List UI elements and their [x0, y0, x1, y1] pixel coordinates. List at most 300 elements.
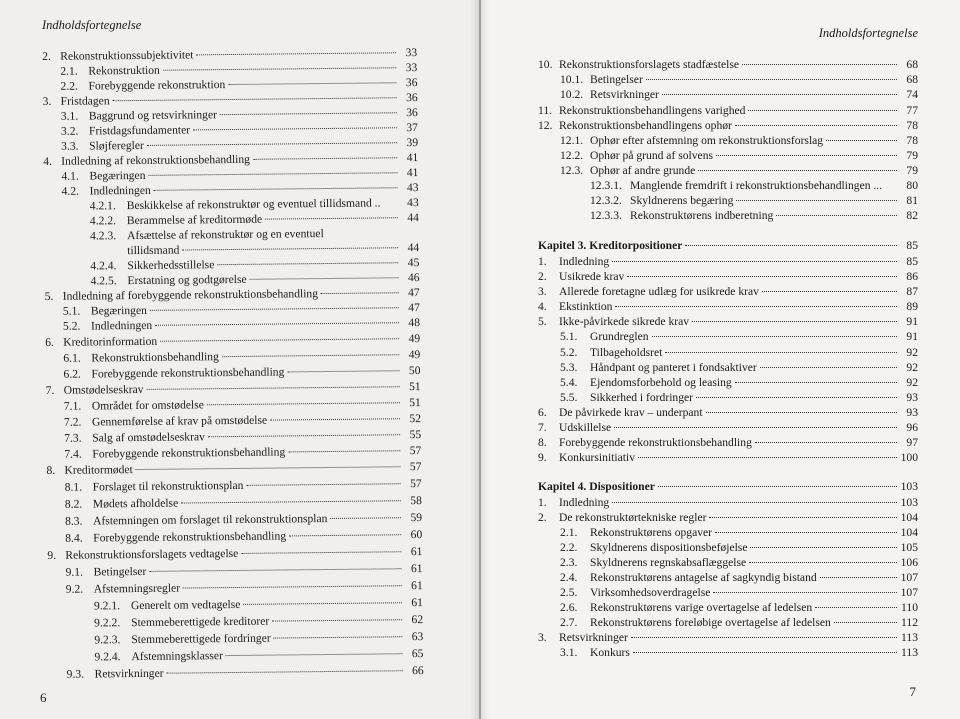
toc-entry-page: 49 — [408, 348, 421, 362]
toc-entry-page: 43 — [407, 196, 419, 210]
dot-leader — [208, 434, 400, 437]
toc-entry-page: 57 — [410, 477, 422, 491]
toc-entry-title: Rekonstruktørens antagelse af sagkyndig bistand — [590, 571, 817, 584]
toc-entry-page: 113 — [901, 631, 918, 644]
toc-entry[interactable] — [538, 285, 918, 299]
toc-entry-title: Retsvirkninger — [559, 631, 628, 644]
toc-entry-number: 7. — [45, 383, 55, 397]
dot-leader — [181, 500, 401, 503]
toc-entry-page: 104 — [900, 511, 918, 524]
toc-entry[interactable] — [66, 562, 423, 580]
toc-entry-number: 1. — [538, 496, 547, 509]
toc-entry-title: tillidsmand — [127, 243, 180, 258]
toc-entry-number: 6.1. — [63, 351, 81, 365]
toc-entry-page: 57 — [409, 444, 422, 458]
dot-leader — [246, 483, 400, 486]
toc-entry-title: Håndpant og panteret i fondsaktiver — [590, 361, 757, 374]
toc-entry-number: 10.1. — [560, 73, 584, 86]
toc-entry-title: Generelt om vedtagelse — [130, 597, 241, 613]
dot-leader — [665, 352, 897, 353]
toc-entry-title: Rekonstruktørens foreløbige overtagelse af ledelsen — [590, 616, 831, 629]
toc-entry[interactable] — [560, 586, 918, 600]
toc-entry-number: 4.2.5. — [90, 274, 117, 288]
dot-leader — [272, 619, 402, 621]
dot-leader — [330, 517, 401, 519]
toc-entry-number: 9.2.4. — [94, 650, 121, 664]
dot-leader — [288, 450, 400, 452]
toc-entry-number: 7. — [538, 421, 547, 434]
toc-entry[interactable] — [560, 571, 918, 585]
toc-entry-page: 33 — [405, 46, 418, 60]
toc-entry[interactable] — [538, 436, 918, 450]
toc-entry-number: 6. — [45, 335, 54, 349]
toc-entry-number: 4.1. — [61, 169, 79, 183]
toc-entry[interactable] — [538, 119, 918, 133]
toc-entry-title: Betingelser — [93, 564, 147, 579]
dot-leader — [226, 653, 403, 656]
toc-entry-page: 61 — [411, 596, 423, 610]
toc-entry-page: 79 — [906, 164, 918, 177]
toc-entry-number: 5.1. — [62, 304, 81, 318]
toc-entry-title: Virksomhedsoverdragelse — [590, 586, 711, 599]
toc-entry-page: 39 — [406, 136, 419, 150]
dot-leader — [658, 486, 897, 487]
toc-entry-page: 51 — [408, 380, 421, 394]
toc-entry-title: Ophør af andre grunde — [590, 164, 696, 177]
toc-entry-page: 92 — [906, 346, 918, 359]
toc-entry-number: 2.3. — [560, 556, 578, 569]
dot-leader — [147, 142, 397, 146]
toc-entry[interactable] — [590, 194, 918, 208]
dot-leader — [612, 502, 897, 503]
toc-entry-page: 110 — [901, 601, 918, 614]
dot-leader — [646, 79, 897, 80]
toc-entry-title: Forebyggende rekonstruktionsbehandling — [92, 445, 286, 461]
toc-entry-title: Usikrede krav — [559, 270, 625, 283]
toc-entry-page: 100 — [900, 451, 918, 464]
toc-entry-page: 37 — [406, 121, 419, 135]
toc-entry[interactable] — [65, 494, 422, 512]
dot-leader — [113, 97, 397, 101]
dot-leader — [826, 140, 897, 141]
dot-leader — [615, 306, 897, 307]
dot-leader — [815, 607, 897, 608]
toc-entry-title: Salg af omstødelseskrav — [92, 430, 205, 445]
toc-entry-number: 2. — [538, 270, 547, 283]
toc-entry[interactable] — [538, 406, 918, 420]
dot-leader — [207, 402, 400, 405]
toc-entry-title: Sløjferegler — [89, 138, 144, 153]
toc-entry[interactable] — [560, 616, 918, 630]
toc-entry-number: 10.2. — [560, 88, 584, 101]
toc-entry-number: 5.2. — [560, 346, 578, 359]
toc-entry-number: 2.2. — [560, 541, 578, 554]
toc-entry-title: Sikkerhedsstillelse — [127, 258, 215, 273]
toc-entry-title: Forebyggende rekonstruktionsbehandling — [559, 436, 752, 449]
dot-leader — [222, 354, 399, 357]
toc-entry[interactable] — [590, 209, 918, 223]
toc-entry-number: 4.2.3. — [89, 229, 117, 243]
toc-entry-title: Rekonstruktionssubjektivitet — [60, 48, 194, 63]
toc-entry-page: 68 — [906, 73, 918, 86]
dot-leader — [241, 551, 401, 554]
toc-entry-page: 87 — [906, 285, 918, 298]
dot-leader — [709, 517, 897, 518]
toc-entry-number: 10. — [538, 58, 553, 71]
toc-entry-title: Begæringen — [90, 303, 147, 318]
toc-entry-title: Rekonstruktionsbehandlingens varighed — [559, 104, 746, 117]
toc-entry-number: 6. — [538, 406, 547, 419]
toc-entry[interactable] — [560, 541, 918, 555]
toc-entry-title: Afstemningsklasser — [131, 649, 223, 664]
toc-entry-number: 5.1. — [560, 330, 578, 343]
toc-entry-page: 82 — [906, 209, 918, 222]
toc-entry[interactable] — [560, 526, 918, 540]
toc-entry-page: 96 — [906, 421, 918, 434]
toc-entry-number: 8. — [538, 436, 547, 449]
toc-entry[interactable] — [560, 346, 918, 360]
toc-entry-page: 91 — [906, 315, 918, 328]
toc-entry[interactable] — [65, 477, 422, 495]
dot-leader — [713, 592, 897, 593]
toc-entry-title: Kapitel 3. Kreditorpositioner — [538, 239, 683, 252]
toc-entry-title: Indledning af rekonstruktionsbehandling — [61, 152, 251, 168]
toc-entry-title: Indledning — [559, 255, 610, 268]
toc-entry-title: Grundreglen — [590, 330, 649, 343]
dot-leader — [749, 562, 897, 563]
toc-entry[interactable] — [538, 270, 918, 284]
dot-leader — [776, 215, 897, 216]
toc-entry-page: 68 — [906, 58, 918, 71]
toc-entry-page: 61 — [411, 579, 423, 593]
toc-entry-number: 2.1. — [60, 64, 78, 78]
toc-entry-title: Forslaget til rekonstruktionsplan — [92, 478, 244, 494]
toc-entry[interactable] — [538, 255, 918, 269]
toc-entry-page: 79 — [906, 149, 918, 162]
toc-entry-title: Indledningen — [89, 183, 151, 198]
toc-entry-title: Rekonstruktion — [88, 63, 160, 78]
right-running-header: Indholdsfortegnelse — [818, 26, 918, 40]
toc-entry-number: 3. — [538, 631, 547, 644]
toc-entry-title: Stemmeberettigede kreditorer — [131, 614, 270, 630]
toc-entry-number: 9. — [47, 548, 57, 562]
toc-entry-number: 9.2.2. — [94, 616, 121, 630]
toc-entry-page: 50 — [408, 364, 421, 378]
toc-entry-title: Kapitel 4. Dispositioner — [538, 480, 655, 493]
toc-entry-number: 9. — [538, 451, 547, 464]
toc-entry-title: Tilbageholdsret — [590, 346, 663, 359]
dot-leader — [736, 200, 897, 201]
dot-leader — [638, 457, 897, 458]
toc-entry-title: De rekonstruktørtekniske regler — [559, 511, 707, 524]
right-page-number: 7 — [909, 684, 916, 699]
toc-entry-number: 12.3.2. — [590, 194, 622, 207]
toc-entry-page: 44 — [407, 241, 420, 255]
toc-entry-title: Skyldnerens begæring — [630, 194, 734, 207]
toc-entry[interactable] — [560, 134, 918, 148]
toc-entry-title: Gennemførelse af krav på omstødelse — [91, 413, 268, 429]
toc-entry-number: 2.1. — [560, 526, 578, 539]
toc-entry-page: 113 — [901, 646, 918, 659]
toc-entry[interactable] — [538, 496, 918, 510]
toc-entry-title: Konkursinitiativ — [559, 451, 635, 464]
dot-leader — [760, 367, 897, 368]
toc-entry[interactable] — [538, 421, 918, 435]
dot-leader — [243, 602, 402, 605]
toc-entry-title: Indledning af forebyggende rekonstruktionsbehandling — [62, 287, 319, 303]
dot-leader — [652, 336, 897, 337]
toc-entry-title: De påvirkede krav – underpant — [559, 406, 703, 419]
dot-leader — [155, 322, 399, 326]
toc-entry-number: 12.2. — [560, 149, 584, 162]
toc-entry[interactable] — [64, 428, 421, 446]
toc-entry[interactable] — [65, 511, 422, 529]
toc-entry-page: 103 — [900, 496, 918, 509]
toc-entry[interactable] — [560, 646, 918, 660]
toc-entry-page: 65 — [411, 647, 424, 661]
dot-leader — [696, 397, 897, 398]
toc-entry-page: 57 — [409, 460, 422, 474]
toc-entry-title: Ejendomsforbehold og leasing — [590, 376, 732, 389]
toc-entry[interactable] — [538, 300, 918, 314]
toc-entry[interactable] — [560, 361, 918, 375]
toc-entry-page: 81 — [906, 194, 918, 207]
toc-entry[interactable] — [45, 332, 420, 350]
toc-chapter-heading[interactable] — [538, 480, 918, 494]
toc-entry-page: 103 — [900, 480, 918, 493]
toc-entry-number: 8.4. — [65, 531, 83, 545]
toc-entry-page: 77 — [906, 104, 918, 117]
toc-entry-title: Rekonstruktørens opgaver — [590, 526, 713, 539]
toc-entry-number: 9.2.3. — [94, 633, 121, 647]
toc-entry-title: Berammelse af kreditormøde — [126, 212, 263, 228]
dot-leader — [662, 94, 897, 95]
dot-leader — [217, 262, 398, 265]
toc-entry-number: 12.3.1. — [590, 179, 622, 192]
toc-entry-title: Rekonstruktørens varige overtagelse af ledelsen — [590, 601, 813, 614]
toc-entry-title: Manglende fremdrift i rekonstruktionsbehandlingen ... — [630, 179, 883, 192]
toc-entry[interactable] — [94, 647, 423, 664]
toc-entry[interactable] — [560, 376, 918, 390]
toc-entry-title: Afsættelse af rekonstruktør og en eventuel — [126, 227, 324, 243]
toc-entry-page: 49 — [408, 332, 421, 346]
dot-leader — [692, 321, 897, 322]
toc-entry-number: 12.3.3. — [590, 209, 622, 222]
toc-entry[interactable] — [560, 149, 918, 163]
toc-entry-page: 74 — [906, 88, 918, 101]
toc-entry[interactable] — [560, 73, 918, 87]
toc-entry-number: 9.3. — [66, 667, 85, 681]
toc-entry[interactable] — [560, 330, 918, 344]
toc-entry-page: 36 — [406, 106, 418, 120]
toc-entry-number: 9.2.1. — [93, 599, 121, 613]
dot-leader — [274, 636, 403, 638]
toc-entry-number: 3.1. — [560, 646, 578, 659]
toc-entry-number: 12.1. — [560, 134, 584, 147]
toc-entry-title: Kreditormødet — [64, 463, 133, 477]
toc-entry[interactable] — [538, 511, 918, 525]
toc-entry-title: Betingelser — [590, 73, 643, 86]
toc-entry-page: 66 — [411, 664, 424, 678]
toc-entry-page: 41 — [406, 151, 419, 165]
toc-entry-page: 93 — [906, 406, 918, 419]
toc-entry[interactable] — [46, 460, 421, 478]
toc-entry-page: 91 — [906, 330, 918, 343]
toc-entry-page: 106 — [900, 556, 918, 569]
toc-entry[interactable] — [67, 664, 424, 682]
dot-leader — [149, 568, 401, 572]
toc-entry-title: Begæringen — [89, 168, 146, 183]
toc-entry-number: 5. — [44, 289, 54, 303]
toc-entry-number: 2. — [42, 49, 51, 63]
dot-leader — [742, 64, 897, 65]
toc-entry-number: 5.4. — [560, 376, 578, 389]
toc-entry-number: 8.3. — [64, 514, 83, 528]
toc-entry-title: Rekonstruktørens indberetning — [630, 209, 774, 222]
toc-entry-title: Skyldnerens dispositionsbeføjelse — [590, 541, 748, 554]
toc-entry[interactable] — [65, 528, 422, 546]
toc-entry[interactable] — [560, 88, 918, 102]
dot-leader — [253, 157, 397, 160]
toc-entry-page: 61 — [410, 562, 423, 576]
toc-entry-number: 4.2. — [61, 184, 80, 198]
toc-entry-page: 61 — [410, 545, 423, 559]
toc-entry[interactable] — [538, 104, 918, 118]
toc-entry[interactable] — [66, 579, 423, 597]
toc-entry-page: 41 — [406, 166, 419, 180]
toc-entry-page: 107 — [900, 586, 918, 599]
toc-entry-title: Fristdagen — [60, 94, 110, 108]
toc-entry-number: 5.5. — [560, 391, 578, 404]
toc-entry-number: 2.2. — [60, 79, 78, 93]
toc-entry[interactable] — [94, 596, 423, 613]
toc-entry[interactable] — [560, 601, 918, 615]
dot-leader — [196, 52, 396, 55]
toc-entry-page: 36 — [405, 76, 418, 90]
dot-leader — [685, 245, 897, 246]
toc-entry-title: Stemmeberettigede fordringer — [131, 631, 271, 647]
toc-chapter-heading[interactable] — [538, 239, 918, 253]
dot-leader — [150, 307, 399, 311]
toc-entry[interactable] — [590, 179, 918, 193]
dot-leader — [627, 276, 897, 277]
toc-entry[interactable] — [538, 58, 918, 72]
dot-leader — [612, 261, 897, 262]
toc-entry-number: 3. — [538, 285, 547, 298]
toc-entry-title: Indledning — [559, 496, 610, 509]
toc-entry-page: 62 — [411, 613, 424, 627]
dot-leader — [633, 652, 897, 653]
toc-entry-page: 92 — [906, 361, 918, 374]
toc-entry-page: 107 — [900, 571, 918, 584]
toc-entry-number: 4.2.1. — [89, 199, 116, 213]
toc-entry[interactable] — [46, 380, 421, 398]
toc-entry-title: Kreditorinformation — [63, 334, 158, 349]
toc-entry-title: Ophør på grund af solvens — [590, 149, 713, 162]
dot-leader — [183, 585, 402, 588]
toc-entry[interactable] — [63, 364, 420, 382]
toc-entry[interactable] — [538, 451, 918, 465]
toc-entry-title: Forebyggende rekonstruktionsbehandling — [93, 529, 287, 545]
dot-leader — [755, 442, 897, 443]
toc-entry-page: 93 — [906, 391, 918, 404]
dot-leader — [715, 532, 897, 533]
toc-entry-title: Fristdagsfundamenter — [88, 123, 191, 138]
toc-entry[interactable] — [560, 556, 918, 570]
toc-entry[interactable] — [64, 412, 421, 430]
dot-leader — [289, 534, 401, 536]
toc-entry-number: 8. — [46, 463, 56, 477]
toc-entry-page: 80 — [906, 179, 918, 192]
toc-entry[interactable] — [94, 613, 423, 630]
toc-entry[interactable] — [63, 316, 420, 334]
toc-entry[interactable] — [560, 391, 918, 405]
dot-leader — [706, 412, 897, 413]
dot-leader — [154, 187, 398, 191]
toc-entry[interactable] — [64, 444, 421, 462]
dot-leader — [265, 217, 398, 219]
toc-entry-title: Området for omstødelse — [91, 398, 204, 413]
toc-entry-number: 1. — [538, 255, 547, 268]
toc-entry-title: Konkurs — [590, 646, 630, 659]
left-page-number: 6 — [40, 690, 47, 705]
toc-entry-number: 11. — [538, 104, 553, 117]
toc-entry-number: 2.5. — [560, 586, 578, 599]
toc-entry-number: 4. — [43, 154, 53, 168]
toc-entry-page: 52 — [409, 412, 422, 426]
toc-entry[interactable] — [94, 630, 423, 647]
right-page — [481, 0, 960, 719]
toc-entry[interactable] — [538, 315, 918, 329]
toc-entry-number: 12.3. — [560, 164, 584, 177]
toc-entry-title: Afstemningsregler — [93, 581, 181, 596]
toc-entry-page: 78 — [906, 119, 918, 132]
toc-entry-page: 55 — [409, 428, 422, 442]
toc-entry-page: 33 — [405, 61, 418, 75]
toc-entry-page: 105 — [900, 541, 918, 554]
dot-leader — [762, 291, 897, 292]
toc-entry-title: Ophør efter afstemning om rekonstruktionsforslag — [590, 134, 824, 147]
toc-entry-number: 5. — [538, 315, 547, 328]
toc-entry[interactable] — [64, 396, 421, 414]
toc-entry-page: 60 — [410, 528, 423, 542]
dot-leader — [160, 338, 399, 342]
dot-leader — [748, 110, 897, 111]
toc-entry-number: 2. — [538, 511, 547, 524]
toc-entry-number: 8.2. — [64, 497, 83, 511]
toc-entry-page: 63 — [411, 630, 424, 644]
toc-entry[interactable] — [47, 545, 422, 563]
toc-entry-title: Rekonstruktionsforslagets vedtagelse — [65, 546, 239, 562]
dot-leader — [193, 127, 397, 130]
dot-leader — [735, 382, 897, 383]
toc-entry[interactable] — [538, 631, 918, 645]
dot-leader — [228, 82, 396, 85]
toc-entry-page: 92 — [906, 376, 918, 389]
toc-entry-number: 4.2.4. — [90, 259, 117, 273]
toc-entry-page: 85 — [906, 239, 918, 252]
dot-leader — [147, 386, 400, 390]
toc-entry-title: Indledningen — [90, 318, 153, 333]
toc-entry-page: 47 — [408, 301, 420, 315]
toc-entry[interactable] — [560, 164, 918, 178]
toc-entry[interactable] — [63, 348, 420, 366]
dot-leader — [163, 67, 396, 70]
toc-entry-number: 3.1. — [60, 109, 79, 123]
dot-leader — [220, 112, 397, 115]
toc-entry-number: 5.2. — [62, 319, 81, 333]
dot-leader — [287, 370, 399, 372]
